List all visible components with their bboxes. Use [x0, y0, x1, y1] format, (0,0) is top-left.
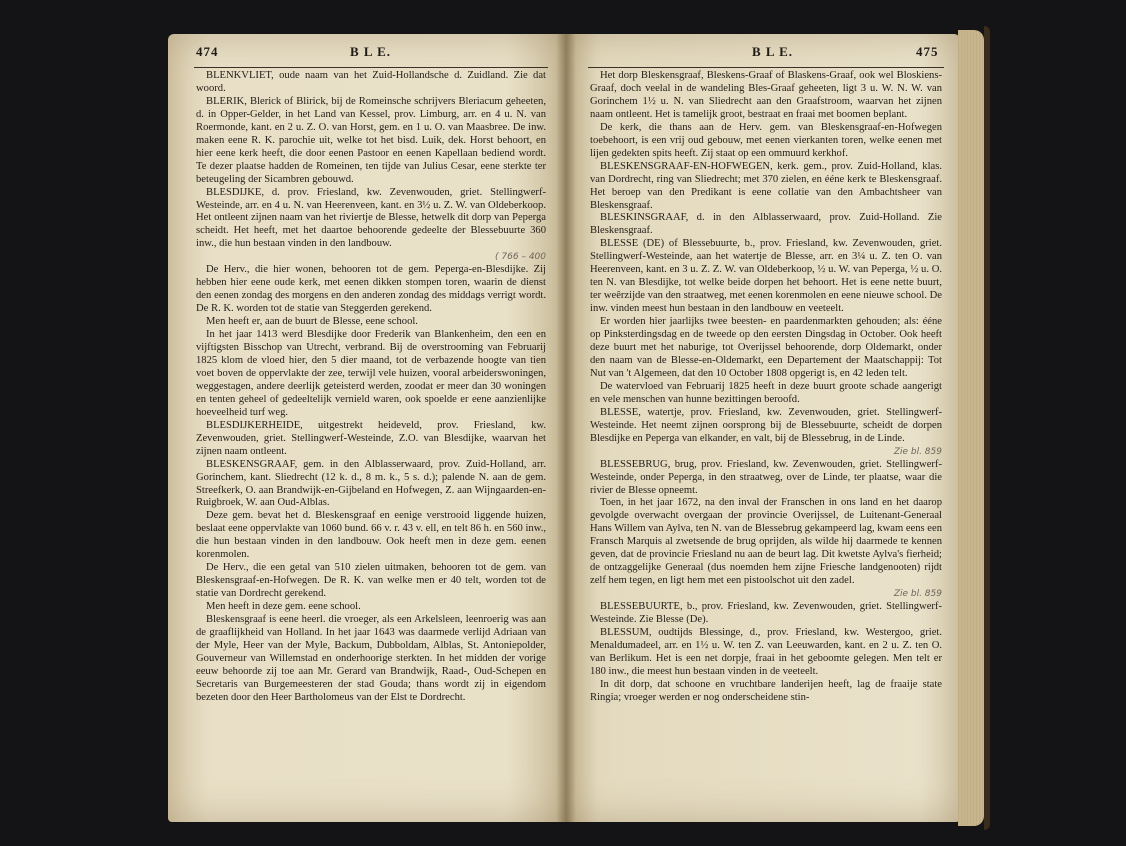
- paragraph-bleskensgraaf-dorp: Het dorp Bleskensgraaf, Bleskens-Graaf of Blaskens-Graaf, ook wel Bloskiens-Graaf, doch veelal in de wandeling Bles-Graaf geheeten, ligt 3 u. W. N. W. van Gorinchem 1½ u. N. van Sliedrecht aan den Graafstroom, waarvan het zijnen naam ontleent. Het is tamelijk groot, bestraat en fraai met boomen beplant.: [590, 70, 942, 120]
- paragraph-blesse-watervloed: De watervloed van Februarij 1825 heeft in deze buurt groote schade aangerigt en vele menschen van hunne bezittingen beroofd.: [590, 380, 942, 405]
- book-cover-edge: [984, 26, 990, 830]
- paragraph-blesdijke-history: In het jaar 1413 werd Blesdijke door Frederik van Blankenheim, den een en vijftigsten Bisschop van Utrecht, verbrand. Bij de overstrooming van Februarij 1825 klom de vloed hier, den 5 dier maand, tot de verbazende hoogte van tien voet boven de oppervlakte der zee, terwijl vele huizen, vooral arbeiderswoningen, weggestagen, andere deerlijk geteisterd werden, zoodat er meer dan 30 woningen en tenten geheel of gedeeltelijk vernield waren, ook spoelde er eene aanzienlijke hoeveelheid turf weg.: [196, 329, 546, 418]
- entry-blesdijke: BLESDIJKE, d. prov. Friesland, kw. Zevenwouden, griet. Stellingwerf-Westeinde, arr. en 4 u. N. van Heerenveen, kant. en 3½ u. Z. W. van Oldeberkoop. Het ontleent zijnen naam van het riviertje de Blesse, hetwelk dit dorp van Peperga scheidt. Het heeft, met het daartoe behoorende gedeelte der Blessebuurte 360 inw., die hun bestaan vinden in den landbouw.: [196, 186, 546, 250]
- pencil-note-b: Zie bl. 859: [893, 589, 942, 600]
- paragraph-blessum-ringia: In dit dorp, dat schoone en vruchtbare landerijen heeft, lag de fraaije state Ringia; vroeger werden er nog onderscheidene stin-: [590, 678, 942, 703]
- right-running-title: B L E.: [752, 44, 794, 59]
- entry-blenkvliet: BLENKVLIET, oude naam van het Zuid-Hollandsche d. Zuidland. Zie dat woord.: [196, 70, 546, 94]
- entry-bleskensgraaf: BLESKENSGRAAF, gem. in den Alblasserwaard, prov. Zuid-Holland, arr. Gorinchem, kant. Sliedrecht (12 k. d., 8 m. k., 5 s. d.); palende N. aan de gem. Streefkerk, O. aan Brandwijk-en-Gijbeland en Hofwegen, Z. aan Wijngaarden-en-Ruigbroek, W. aan Oud-Alblas.: [196, 458, 546, 509]
- entry-bleskensgraaf-en-hofwegen: BLESKENSGRAAF-EN-HOFWEGEN, kerk. gem., prov. Zuid-Holland, klas. van Dordrecht, ring van Sliedrecht; met 370 zielen, en ééne kerk te Bleskensgraaf. Het beroep van den Predikant is eene collatie van den Ambachtsheer van Bleskensgraaf.: [590, 160, 942, 211]
- paragraph-bleskensgraaf-heerl: Bleskensgraaf is eene heerl. die vroeger, als een Arkelsleen, leenroerig was aan de graaflijkheid van Holland. In het jaar 1643 was daarmede verlijd Adriaan van der Myle, Heer van der Myle, Backum, Dubboldam, Alblas, St. Antoniepolder, Gouverneur van Willemstad en onderhoorige sterkten. In het midden der vorige eeuw behoorde zij toe aan Mr. Gerard van Brandwijk, Raad-, Oud-Schepen en Secretaris van Burgemeesteren der stad Gouda; thans wordt zij in eigendom bezeten door den Heer Bartholomeus van der Elst te Dordrecht.: [196, 614, 546, 703]
- entry-blessum: BLESSUM, oudtijds Blessinge, d., prov. Friesland, kw. Westergoo, griet. Menaldumadeel, arr. en 1½ u. W. ten Z. van Leeuwarden, kant. en 2 u. Z. ten O. van Berlikum. Het is een net dorpje, fraai in het geboomte gelegen. Men telt er 180 inw., die meest hun bestaan vinden in de veeteelt.: [590, 626, 942, 677]
- entry-blesdijkerheide: BLESDIJKERHEIDE, uitgestrekt heideveld, prov. Friesland, kw. Zevenwouden, griet. Stellingwerf-Westeinde, Z.O. van Blesdijke, waarvan het zijnen naam ontleent.: [196, 419, 546, 457]
- paragraph-bleskensgraaf-kerk: De kerk, die thans aan de Herv. gem. van Bleskensgraaf-en-Hofwegen toebehoort, is een vrij oud gebouw, met eenen vierkanten toren, welke eenen met lijen gedekten spits heeft. Zij staat op een ommuurd kerkhof.: [590, 121, 942, 159]
- paragraph-bleskensgraaf-gem: Deze gem. bevat het d. Bleskensgraaf en eenige verstrooid liggende huizen, beslaat eene oppervlakte van 1060 bund. 66 v. r. 43 v. ell, en telt 86 h. en 560 inw., die hun bestaan vinden in den landbouw. Ook heeft men in deze gem. eenen korenmolen.: [196, 510, 546, 561]
- paragraph-blesdijke-school: Men heeft er, aan de buurt de Blesse, eene school.: [206, 316, 418, 328]
- paragraph-blesdijke-herv: De Herv., die hier wonen, behooren tot de gem. Peperga-en-Blesdijke. Zij hebben hier eene oude kerk, met eenen dikken stompen toren, waarin de dienst den eenen zondag des morgens en den anderen zondag des middags verrigt wordt. De R. K. worden tot de statie van Steggerden gerekend.: [196, 264, 546, 315]
- entry-blessebuurte: BLESSEBUURTE, b., prov. Friesland, kw. Zevenwouden, griet. Stellingwerf-Westeinde. Zie Blesse (De).: [590, 601, 942, 626]
- right-text-column: [590, 70, 942, 705]
- entry-blessebrug: BLESSEBRUG, brug, prov. Friesland, kw. Zevenwouden, griet. Stellingwerf-Westeinde, onder Peperga, in den straatweg, over de Linde, ter plaatse, waar die rivier de Blesse opneemt.: [590, 458, 942, 496]
- paragraph-blessebrug-history: Toen, in het jaar 1672, na den inval der Franschen in ons land en het daarop gevolgde overwacht overgaan der provincie Overijssel, de Luitenant-Generaal Hans Willem van Aylva, ten N. van de Blessebrug gekampeerd lag, kwam eens een Fransch Marquis al zwetsende de brug oprijden, als wilde hij daarmede te kennen geven, dat de provincie Friesland nu aan de beurt lag. Dit kwetste Aylva's fierheid; de ontzaggelijke Generaal (dus noemden hem zijne Friesche landgenooten) rijdt zelf hem tegen, en ligt hem met een pistoolschot uit den zadel.: [590, 497, 943, 587]
- entry-blerik: BLERIK, Blerick of Blirick, bij de Romeinsche schrijvers Bleriacum geheeten, d. in Opper-Gelder, in het Land van Kessel, prov. Limburg, arr. en 4 u. N. van Roermonde, kant. en 2 u. Z. O. van Horst, gem. en 1 u. O. van Maasbree. De inw. maken eene R. K. parochie uit, welke tot het bisd. Luik, dek. Horst behoort, en hier eene kerk heeft, die door eenen Pastoor en eenen Kapellaan bediend wordt. Te dezer plaatse hadden de Romeinen, ten tijde van Julius Cesar, eene sterkte ter beteugeling der Sicambren gebouwd.: [196, 95, 546, 185]
- paragraph-blesse-markten: Er worden hier jaarlijks twee beesten- en paardenmarkten gehouden; als: ééne op Pinksterdingsdag en de tweede op den eersten Dingsdag in October. Ook heeft deze buurt met het naburige, tot Overijssel behoorende, dorp Oldemarkt, onder den naam van de Blesse-en-Oldemarkt, een Departement der Maatschappij: Tot Nut van 't Algemeen, dat den 10 October 1808 opgerigt is, en 42 leden telt.: [590, 316, 942, 379]
- entry-blesse-de: BLESSE (DE) of Blessebuurte, b., prov. Friesland, kw. Zevenwouden, griet. Stellingwerf-Westeinde, aan het watertje de Blesse, arr. en 3¼ u. Z. ten O. van Heerenveen, kant. en 3 u. Z. Z. W. van Oldeberkoop, ½ u. W. van Peperga, ½ u. O. ten N. van Blesdijke, tot welke beide dorpen het behoort. Het is eene nette buurt, ter weêrzijde van den straatweg, met eenen korenmolen en eene nieuwe school. De inw. vinden meest hun bestaan in den landbouw en veeteelt.: [590, 238, 942, 315]
- paragraph-bleskensgraaf-herv: De Herv., die een getal van 510 zielen uitmaken, behooren tot de gem. van Bleskensgraaf-en-Hofwegen. De R. K. van welke men er 40 telt, worden tot de statie van Dordrecht gerekend.: [196, 562, 546, 600]
- entry-blesse-watertje: BLESSE, watertje, prov. Friesland, kw. Zevenwouden, griet. Stellingwerf-Westeinde. Het neemt zijnen oorsprong bij de Blessebuurte, scheidt de dorpen Blesdijke en Peperga van elkander, en valt, bij de Blessebrug, in de Linde.: [590, 406, 942, 444]
- left-header-rule: [194, 67, 548, 68]
- right-header-rule: [588, 67, 944, 68]
- pencil-note: ( 766 – 400: [495, 252, 546, 263]
- left-running-title: B L E.: [350, 44, 392, 59]
- entry-bleskinsgraaf: BLESKINSGRAAF, d. in den Alblasserwaard, prov. Zuid-Holland. Zie Bleskensgraaf.: [590, 212, 942, 237]
- paragraph-bleskensgraaf-school: Men heeft in deze gem. eene school.: [206, 601, 361, 613]
- page-edges: [958, 30, 984, 826]
- pencil-note-a: Zie bl. 859: [893, 446, 942, 457]
- book-gutter: [556, 34, 576, 822]
- right-page-number: 475: [916, 44, 939, 59]
- left-page-number: 474: [196, 44, 219, 59]
- left-text-column: [196, 70, 546, 705]
